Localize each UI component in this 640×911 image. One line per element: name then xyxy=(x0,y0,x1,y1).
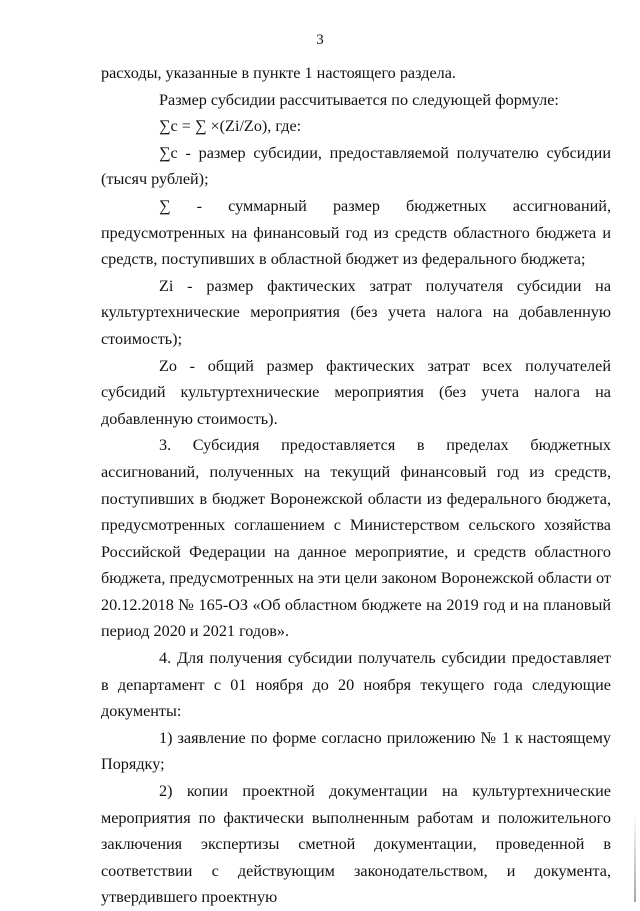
document-body xyxy=(101,60,611,911)
paragraph-formula-intro: Размер субсидии рассчитывается по следующей формуле: xyxy=(159,90,559,109)
paragraph-item-2: 2) копии проектной документации на культуртехнические мероприятия по фактически выполненным работам и положительного заключения экспертизы сметной документации, проведенной в соответствии с действующим законодательством, и документа, утвердившего проектную xyxy=(101,782,611,907)
paragraph-sigma-c-definition: ∑с - размер субсидии, предоставляемой получателю субсидии (тысяч рублей); xyxy=(101,143,611,189)
page-number: 3 xyxy=(316,32,324,48)
paragraph-formula: ∑с = ∑ ×(Zi/Zo), где: xyxy=(159,117,302,136)
paragraph-expenses-reference: расходы, указанные в пункте 1 настоящего раздела. xyxy=(101,64,456,82)
paragraph-item-1: 1) заявление по форме согласно приложению № 1 к настоящему Порядку; xyxy=(101,728,611,774)
paragraph-clause-4: 4. Для получения субсидии получатель субсидии предоставляет в департамент с 01 ноября до 20 ноября текущего года следующие документы: xyxy=(101,649,611,721)
paragraph-sigma-definition: ∑ - суммарный размер бюджетных ассигнований, предусмотренных на финансовый год из средств областного бюджета и средств, поступивших в областной бюджет из федерального бюджета; xyxy=(101,196,611,269)
paragraph-zi-definition: Zi - размер фактических затрат получателя субсидии на культуртехнические мероприятия (без учета налога на добавленную стоимость); xyxy=(101,276,611,348)
paragraph-clause-3: 3. Субсидия предоставляется в пределах бюджетных ассигнований, полученных на текущий финансовый год из средств, поступивших в бюджет Воронежской области из федерального бюджета, предусмотренных соглашением с Министерством сельского хозяйства Российской Федерации на данное мероприятие, и средств областного бюджета, предусмотренных на эти цели законом Воронежской области от 20.12.2018 № 165-ОЗ «Об областном бюджете на 2019 год и на плановый период 2020 и 2021 годов». xyxy=(101,436,611,641)
paragraph-zo-definition: Zo - общий размер фактических затрат всех получателей субсидий культуртехнические мероприятия (без учета налога на добавленную стоимость). xyxy=(101,356,611,428)
scan-edge-mark xyxy=(634,812,636,902)
